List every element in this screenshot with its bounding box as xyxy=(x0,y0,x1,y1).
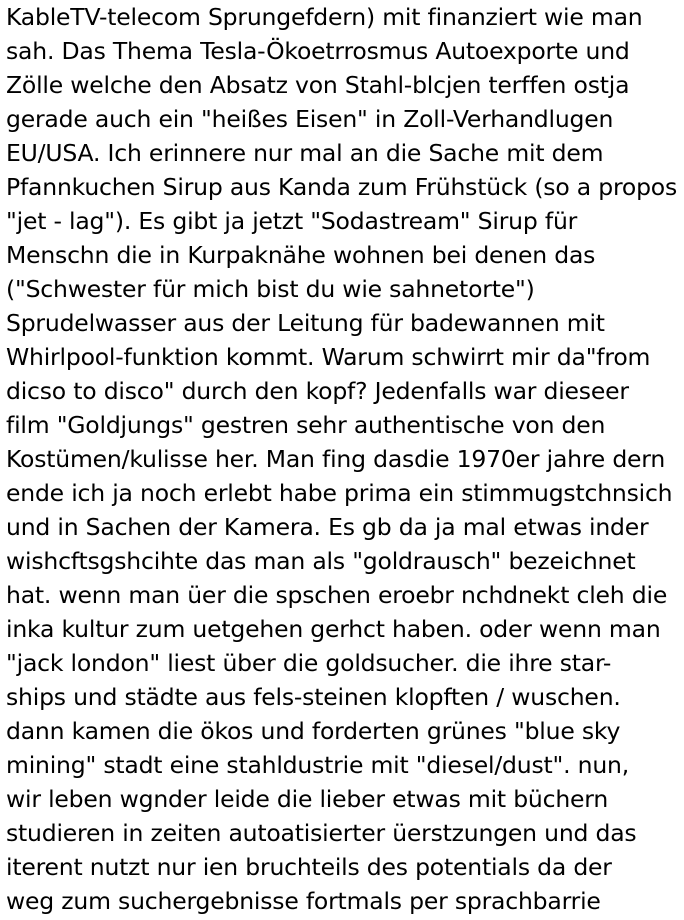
text-line: KableTV-telecom Sprungefdern) mit finanziert wie man xyxy=(6,3,643,31)
text-line: dicso to disco" durch den kopf? Jedenfalls war dieseer xyxy=(6,377,629,405)
text-line: Zölle welche den Absatz von Stahl-blcjen terffen ostja xyxy=(6,71,630,99)
text-line: und in Sachen der Kamera. Es gb da ja mal etwas inder xyxy=(6,513,649,541)
text-line: gerade auch ein "heißes Eisen" in Zoll-Verhandlugen xyxy=(6,105,614,133)
text-line: Sprudelwasser aus der Leitung für badewannen mit xyxy=(6,309,605,337)
text-line: mining" stadt eine stahldustrie mit "diesel/dust". nun, xyxy=(6,751,630,779)
text-line: ende ich ja noch erlebt habe prima ein stimmugstchnsich xyxy=(6,479,673,507)
text-line: ships und städte aus fels-steinen klopften / wuschen. xyxy=(6,683,621,711)
text-line: film "Goldjungs" gestren sehr authentische von den xyxy=(6,411,606,439)
text-line: hat. wenn man üer die spschen eroebr nchdnekt cleh die xyxy=(6,581,668,609)
text-line: sah. Das Thema Tesla-Ökoetrrosmus Autoexporte und xyxy=(6,37,630,65)
text-line: Pfannkuchen Sirup aus Kanda zum Frühstück (so a propos xyxy=(6,173,678,201)
text-line: Kostümen/kulisse her. Man fing dasdie 1970er jahre dern xyxy=(6,445,666,473)
text-line: EU/USA. Ich erinnere nur mal an die Sache mit dem xyxy=(6,139,604,167)
text-line: weg zum suchergebnisse fortmals per sprachbarrie xyxy=(6,887,601,915)
text-line: wishcftsgshcihte das man als "goldrausch" bezeichnet xyxy=(6,547,636,575)
text-line: ("Schwester für mich bist du wie sahnetorte") xyxy=(6,275,535,303)
document-page xyxy=(6,0,680,920)
text-line: dann kamen die ökos und forderten grünes "blue sky xyxy=(6,717,621,745)
text-line: inka kultur zum uetgehen gerhct haben. oder wenn man xyxy=(6,615,661,643)
text-line: studieren in zeiten autoatisierter üerstzungen und das xyxy=(6,819,637,847)
text-line: "jet - lag"). Es gibt ja jetzt "Sodastream" Sirup für xyxy=(6,207,578,235)
text-line: Whirlpool-funktion kommt. Warum schwirrt mir da"from xyxy=(6,343,651,371)
text-line: "jack london" liest über die goldsucher. die ihre star- xyxy=(6,649,612,677)
text-line: Menschn die in Kurpaknähe wohnen bei denen das xyxy=(6,241,596,269)
text-line: wir leben wgnder leide die lieber etwas mit büchern xyxy=(6,785,609,813)
text-line: iterent nutzt nur ien bruchteils des potentials da der xyxy=(6,853,612,881)
